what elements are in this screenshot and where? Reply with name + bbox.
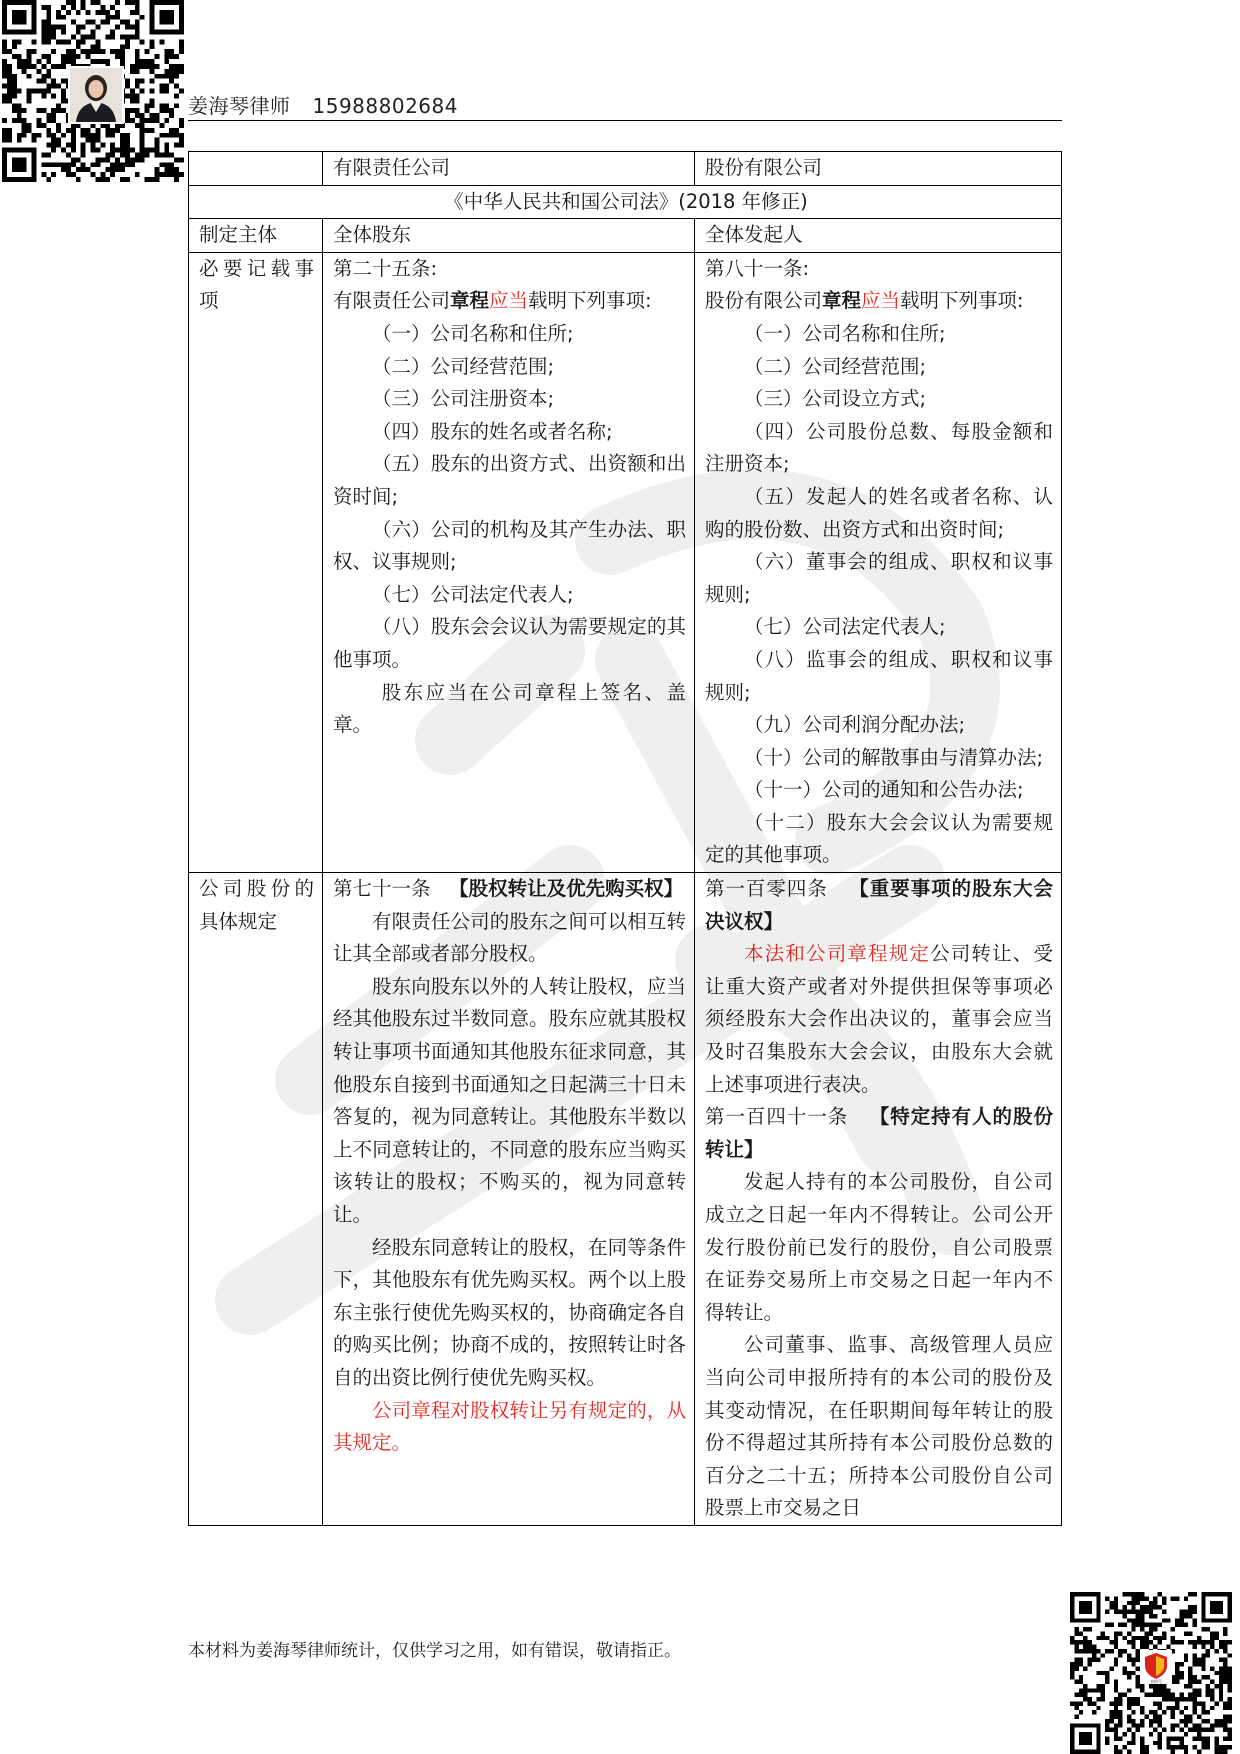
list-item: （三）公司注册资本; <box>372 387 555 411</box>
law-title-row <box>189 185 1062 219</box>
header-cell-llc: 有限责任公司 <box>323 152 695 186</box>
article-heading <box>705 873 1053 938</box>
intro-text: 载明下列事项: <box>900 289 1024 313</box>
shield-logo-icon <box>1140 1650 1172 1684</box>
row-label-shares: 公司股份的具体规定 <box>189 873 323 1526</box>
closing-para: 股东应当在公司章程上签名、盖章。 <box>333 680 686 737</box>
article-number: 第二十五条: <box>333 256 438 280</box>
article-title: 【股权转让及优先购买权】 <box>449 877 684 901</box>
article-title: 【重要事项的股东大会决议权】 <box>705 877 1053 933</box>
table-row <box>189 219 1062 253</box>
intro-text: 有限责任公司 <box>333 289 451 313</box>
intro-text: 股份有限公司 <box>705 289 823 313</box>
lawyer-name: 姜海琴律师 <box>188 94 291 118</box>
intro-red: 应当 <box>489 289 529 313</box>
list-item: （四）公司股份总数、每股金额和注册资本; <box>705 419 1053 476</box>
red-text: 本法和公司章程规定 <box>744 942 931 966</box>
row-label-maker: 制定主体 <box>189 219 323 253</box>
list-item: （七）公司法定代表人; <box>372 582 574 606</box>
article-intro <box>333 285 686 318</box>
intro-text: 载明下列事项: <box>528 289 652 313</box>
header-contact <box>188 90 458 119</box>
article-number: 第一百四十一条 <box>705 1105 849 1129</box>
header-rule <box>188 120 1062 121</box>
article-heading <box>705 1101 1053 1166</box>
article-heading <box>333 873 686 906</box>
paragraph: 股东向股东以外的人转让股权，应当经其他股东过半数同意。股东应就其股权转让事项书面通知其他股东征求同意，其他股东自接到书面通知之日起满三十日未答复的，视为同意转让。其他股东半数以上不同意转让的，不同意的股东应当购买该转让的股权；不购买的，视为同意转让。 <box>333 974 686 1226</box>
list-item: （十二）股东大会会议认为需要规定的其他事项。 <box>705 810 1053 867</box>
comparison-table <box>188 151 1062 1526</box>
list-item: （五）股东的出资方式、出资额和出资时间; <box>333 452 686 508</box>
paragraph: 发起人持有的本公司股份，自公司成立之日起一年内不得转让。公司公开发行股份前已发行的股份，自公司股票在证券交易所上市交易之日起一年内不得转让。 <box>705 1170 1053 1324</box>
intro-red: 应当 <box>861 289 901 313</box>
table-header-row <box>189 152 1062 186</box>
paragraph: 经股东同意转让的股权，在同等条件下，其他股东有优先购买权。两个以上股东主张行使优先购买权的，协商确定各自的购买比例；协商不成的，按照转让时各自的出资比例行使优先购买权。 <box>333 1235 686 1389</box>
list-item: （六）董事会的组成、职权和议事规则; <box>705 550 1053 606</box>
badge-label: 表格号 <box>1150 1679 1162 1684</box>
article-number: 第八十一条: <box>705 256 810 280</box>
list-item: （三）公司设立方式; <box>744 387 927 411</box>
paragraph-text: 公司转让、受让重大资产或者对外提供担保等事项必须经股东大会作出决议的，董事会应当及时召集股东大会会议，由股东大会就上述事项进行表决。 <box>705 942 1053 1096</box>
intro-bold: 章程 <box>450 289 490 313</box>
list-item: （五）发起人的姓名或者名称、认购的股份数、出资方式和出资时间; <box>705 484 1053 541</box>
list-item: （六）公司的机构及其产生办法、职权、议事规则; <box>333 517 686 574</box>
maker-llc: 全体股东 <box>323 219 695 253</box>
list-item: （八）监事会的组成、职权和议事规则; <box>705 647 1053 704</box>
row-label-required: 必要记载事项 <box>189 252 323 872</box>
footer-note: 本材料为姜海琴律师统计，仅供学习之用，如有错误，敬请指正。 <box>188 1641 681 1661</box>
intro-bold: 章程 <box>822 289 862 313</box>
list-item: （十一）公司的通知和公告办法; <box>744 778 1024 802</box>
maker-jsc: 全体发起人 <box>695 219 1062 253</box>
list-item: （四）股东的姓名或者名称; <box>372 419 613 443</box>
table-row <box>189 873 1062 1526</box>
required-jsc-cell <box>695 252 1062 872</box>
shares-jsc-cell <box>695 873 1062 1526</box>
article-number: 第七十一条 <box>333 877 431 901</box>
list-item: （二）公司经营范围; <box>744 354 927 378</box>
paragraph: 公司董事、监事、高级管理人员应当向公司申报所持有的本公司的股份及其变动情况，在任职期间每年转让的股份不得超过其所持有本公司股份总数的百分之二十五；所持本公司股份自公司股票上市交易之日 <box>705 1333 1053 1520</box>
lawyer-avatar <box>68 66 124 124</box>
required-llc-cell <box>323 252 695 872</box>
paragraph <box>705 938 1053 1101</box>
header-cell-jsc: 股份有限公司 <box>695 152 1062 186</box>
list-item: （二）公司经营范围; <box>372 354 555 378</box>
list-item: （一）公司名称和住所; <box>372 321 574 345</box>
red-paragraph: 公司章程对股权转让另有规定的，从其规定。 <box>333 1398 686 1455</box>
list-item: （七）公司法定代表人; <box>744 615 946 639</box>
list-item: （九）公司利润分配办法; <box>744 713 966 737</box>
paragraph: 有限责任公司的股东之间可以相互转让其全部或者部分股权。 <box>333 909 686 966</box>
shares-llc-cell <box>323 873 695 1526</box>
list-item: （十）公司的解散事由与清算办法; <box>744 745 1044 769</box>
header-cell-empty <box>189 152 323 186</box>
article-number: 第一百零四条 <box>705 877 828 901</box>
lawyer-phone: 15988802684 <box>312 94 458 118</box>
article-title: 【特定持有人的股份转让】 <box>705 1105 1053 1161</box>
list-item: （一）公司名称和住所; <box>744 321 946 345</box>
table-row <box>189 252 1062 872</box>
article-intro <box>705 285 1053 318</box>
law-title: 《中华人民共和国公司法》(2018 年修正) <box>189 185 1062 219</box>
list-item: （八）股东会会议认为需要规定的其他事项。 <box>333 615 686 671</box>
